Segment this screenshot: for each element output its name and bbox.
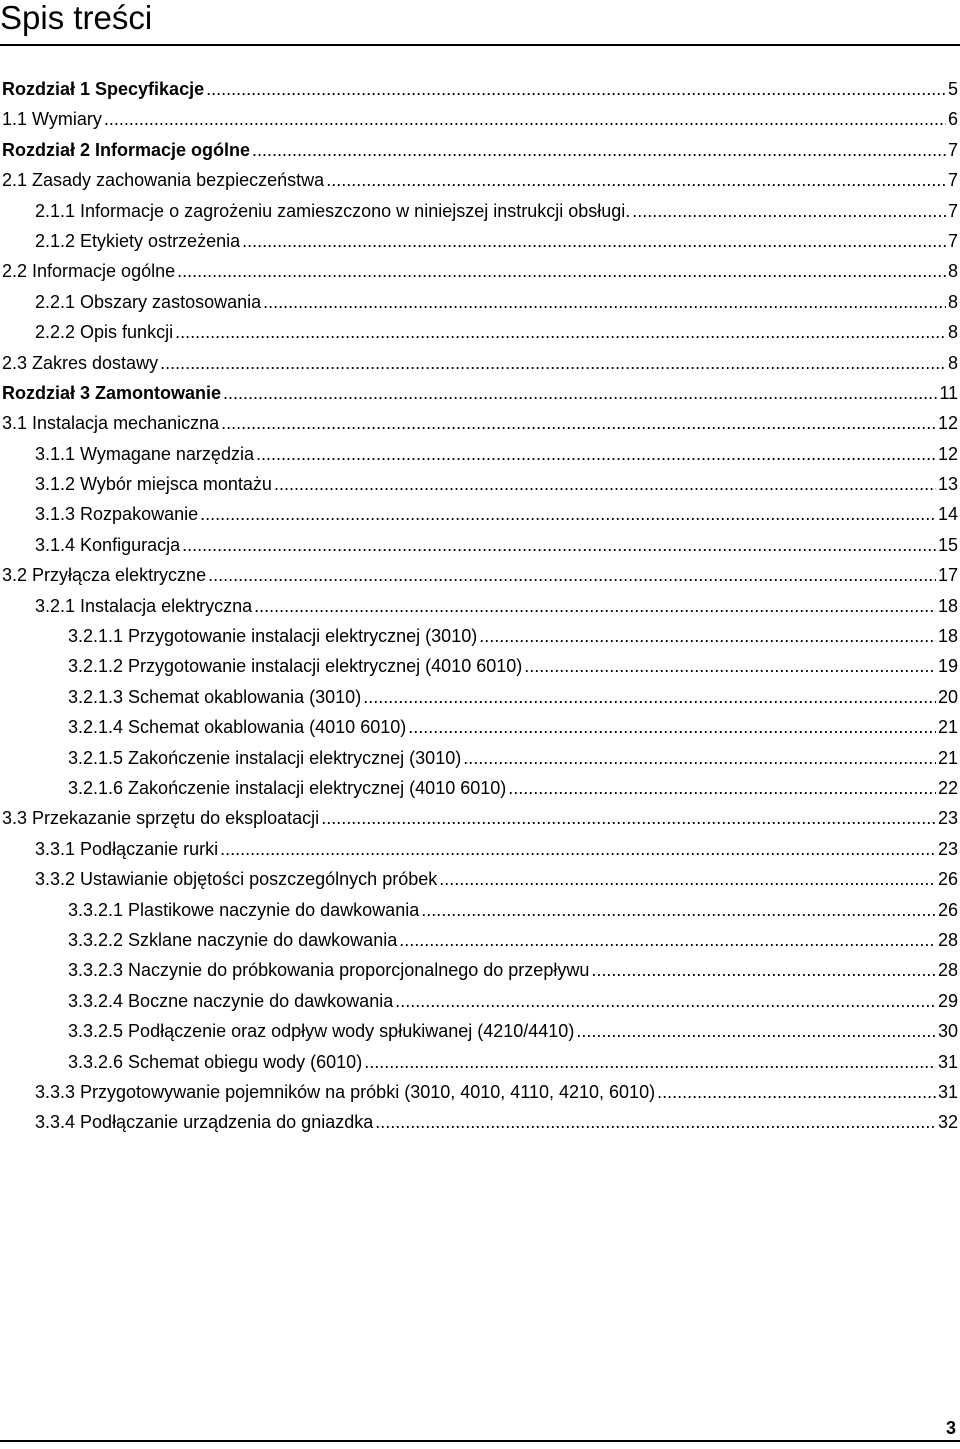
toc-entry-label: 3.3.2.4 Boczne naczynie do dawkowania bbox=[68, 990, 394, 1011]
toc-dot-leader bbox=[439, 864, 936, 894]
toc-entry-page: 8 bbox=[947, 291, 958, 312]
toc-entry[interactable] bbox=[0, 135, 958, 165]
toc-entry[interactable] bbox=[0, 74, 958, 104]
toc-entry-label: 3.3.2.5 Podłączenie oraz odpływ wody spłukiwanej (4210/4410) bbox=[68, 1021, 575, 1042]
toc-entry[interactable] bbox=[0, 196, 958, 226]
toc-entry-page: 18 bbox=[937, 595, 958, 616]
toc-entry-page: 28 bbox=[937, 929, 958, 950]
toc-dot-leader bbox=[175, 317, 946, 347]
toc-entry[interactable] bbox=[0, 986, 958, 1016]
toc-dot-leader bbox=[274, 469, 936, 499]
toc-entry-label: Rozdział 3 Zamontowanie bbox=[2, 382, 222, 403]
toc-dot-leader bbox=[524, 651, 936, 681]
toc-entry[interactable] bbox=[0, 499, 958, 529]
toc-entry[interactable] bbox=[0, 864, 958, 894]
toc-entry-label: 3.3.2 Ustawianie objętości poszczególnych próbek bbox=[35, 869, 438, 890]
toc-dot-leader bbox=[508, 773, 936, 803]
toc-entry-page: 31 bbox=[937, 1051, 958, 1072]
toc-dot-leader bbox=[321, 803, 936, 833]
toc-dot-leader bbox=[182, 530, 936, 560]
toc-entry-page: 8 bbox=[947, 261, 958, 282]
toc-entry-page: 15 bbox=[937, 534, 958, 555]
toc-dot-leader bbox=[177, 256, 946, 286]
toc-entry-label: 3.3.2.1 Plastikowe naczynie do dawkowania bbox=[68, 899, 420, 920]
toc-entry-page: 31 bbox=[937, 1081, 958, 1102]
toc-entry[interactable] bbox=[0, 560, 958, 590]
toc-entry-page: 19 bbox=[937, 656, 958, 677]
toc-entry-label: 3.1.2 Wybór miejsca montażu bbox=[35, 474, 272, 495]
toc-entry-page: 11 bbox=[939, 382, 958, 403]
toc-entry-label: 3.3.4 Podłączanie urządzenia do gniazdka bbox=[35, 1112, 374, 1133]
toc-entry[interactable] bbox=[0, 743, 958, 773]
toc-entry[interactable] bbox=[0, 226, 958, 256]
toc-entry[interactable] bbox=[0, 1016, 958, 1046]
table-of-contents bbox=[0, 74, 958, 1138]
toc-dot-leader bbox=[326, 165, 946, 195]
toc-entry-page: 12 bbox=[937, 413, 958, 434]
toc-entry-label: 3.3.1 Podłączanie rurki bbox=[35, 838, 219, 859]
toc-entry-label: 3.1.4 Konfiguracja bbox=[35, 534, 181, 555]
toc-entry-label: 3.2.1.6 Zakończenie instalacji elektrycznej (4010 6010) bbox=[68, 777, 507, 798]
toc-entry-page: 6 bbox=[947, 109, 958, 130]
toc-dot-leader bbox=[591, 955, 936, 985]
toc-dot-leader bbox=[576, 1016, 936, 1046]
footer-divider bbox=[0, 1440, 960, 1442]
toc-dot-leader bbox=[421, 895, 936, 925]
toc-entry[interactable] bbox=[0, 348, 958, 378]
toc-entry[interactable] bbox=[0, 1047, 958, 1077]
toc-entry-label: 1.1 Wymiary bbox=[2, 109, 102, 130]
toc-entry-label: 2.3 Zakres dostawy bbox=[2, 352, 159, 373]
toc-entry[interactable] bbox=[0, 287, 958, 317]
toc-dot-leader bbox=[408, 712, 936, 742]
toc-entry-label: 3.2.1.4 Schemat okablowania (4010 6010) bbox=[68, 717, 407, 738]
toc-dot-leader bbox=[632, 196, 946, 226]
toc-dot-leader bbox=[208, 560, 936, 590]
toc-dot-leader bbox=[206, 74, 946, 104]
toc-entry-page: 7 bbox=[947, 230, 958, 251]
toc-dot-leader bbox=[256, 439, 936, 469]
toc-entry-label: 3.2.1.3 Schemat okablowania (3010) bbox=[68, 686, 362, 707]
toc-dot-leader bbox=[375, 1107, 936, 1137]
toc-dot-leader bbox=[104, 104, 946, 134]
toc-entry[interactable] bbox=[0, 925, 958, 955]
toc-dot-leader bbox=[363, 682, 936, 712]
toc-entry-label: 3.3.3 Przygotowywanie pojemników na próbki (3010, 4010, 4110, 4210, 6010) bbox=[35, 1081, 656, 1102]
toc-entry-label: 3.3.2.3 Naczynie do próbkowania proporcjonalnego do przepływu bbox=[68, 960, 590, 981]
toc-entry-label: 3.2.1.5 Zakończenie instalacji elektrycznej (3010) bbox=[68, 747, 462, 768]
toc-entry[interactable] bbox=[0, 895, 958, 925]
toc-entry[interactable] bbox=[0, 408, 958, 438]
toc-entry-label: 3.2.1 Instalacja elektryczna bbox=[35, 595, 253, 616]
toc-entry[interactable] bbox=[0, 1077, 958, 1107]
toc-dot-leader bbox=[252, 135, 946, 165]
toc-entry-page: 23 bbox=[937, 838, 958, 859]
page-title: Spis treści bbox=[0, 0, 153, 36]
toc-entry[interactable] bbox=[0, 803, 958, 833]
toc-dot-leader bbox=[657, 1077, 936, 1107]
toc-entry[interactable] bbox=[0, 712, 958, 742]
toc-entry-page: 21 bbox=[937, 717, 958, 738]
toc-entry[interactable] bbox=[0, 439, 958, 469]
toc-dot-leader bbox=[463, 743, 936, 773]
toc-entry-label: 3.3.2.6 Schemat obiegu wody (6010) bbox=[68, 1051, 363, 1072]
toc-entry[interactable] bbox=[0, 773, 958, 803]
toc-entry-page: 17 bbox=[937, 565, 958, 586]
toc-entry-label: 2.1.1 Informacje o zagrożeniu zamieszczono w niniejszej instrukcji obsługi. bbox=[35, 200, 631, 221]
toc-entry-label: 2.2 Informacje ogólne bbox=[2, 261, 176, 282]
toc-dot-leader bbox=[242, 226, 946, 256]
toc-entry-page: 20 bbox=[937, 686, 958, 707]
toc-entry-page: 12 bbox=[937, 443, 958, 464]
toc-dot-leader bbox=[221, 408, 936, 438]
toc-entry-page: 18 bbox=[937, 626, 958, 647]
toc-entry-page: 14 bbox=[937, 504, 958, 525]
toc-entry[interactable] bbox=[0, 621, 958, 651]
toc-entry-page: 26 bbox=[937, 869, 958, 890]
toc-entry-page: 13 bbox=[937, 474, 958, 495]
toc-entry-page: 28 bbox=[937, 960, 958, 981]
toc-entry-label: 3.3.2.2 Szklane naczynie do dawkowania bbox=[68, 929, 398, 950]
toc-entry-label: 2.1.2 Etykiety ostrzeżenia bbox=[35, 230, 241, 251]
toc-entry-page: 29 bbox=[937, 990, 958, 1011]
toc-dot-leader bbox=[200, 499, 936, 529]
toc-entry-label: 3.2.1.2 Przygotowanie instalacji elektrycznej (4010 6010) bbox=[68, 656, 523, 677]
toc-entry[interactable] bbox=[0, 591, 958, 621]
toc-entry[interactable] bbox=[0, 378, 958, 408]
toc-entry[interactable] bbox=[0, 1107, 958, 1137]
toc-entry-page: 7 bbox=[947, 200, 958, 221]
toc-dot-leader bbox=[364, 1047, 936, 1077]
toc-entry-page: 7 bbox=[947, 139, 958, 160]
toc-dot-leader bbox=[263, 287, 946, 317]
toc-entry[interactable] bbox=[0, 469, 958, 499]
toc-entry-label: 2.2.1 Obszary zastosowania bbox=[35, 291, 262, 312]
toc-entry-page: 8 bbox=[947, 352, 958, 373]
toc-entry[interactable] bbox=[0, 651, 958, 681]
toc-dot-leader bbox=[223, 378, 937, 408]
toc-entry[interactable] bbox=[0, 165, 958, 195]
toc-dot-leader bbox=[399, 925, 936, 955]
toc-entry[interactable] bbox=[0, 682, 958, 712]
toc-entry[interactable] bbox=[0, 955, 958, 985]
toc-entry-page: 5 bbox=[947, 79, 958, 99]
toc-entry-page: 8 bbox=[947, 322, 958, 343]
toc-entry-page: 7 bbox=[947, 170, 958, 191]
toc-entry[interactable] bbox=[0, 104, 958, 134]
toc-entry-label: 3.2.1.1 Przygotowanie instalacji elektrycznej (3010) bbox=[68, 626, 478, 647]
toc-entry-label: 2.1 Zasady zachowania bezpieczeństwa bbox=[2, 170, 325, 191]
title-divider bbox=[0, 44, 960, 46]
toc-entry-label: 3.1 Instalacja mechaniczna bbox=[2, 413, 220, 434]
toc-entry-page: 21 bbox=[937, 747, 958, 768]
toc-entry-page: 32 bbox=[937, 1112, 958, 1133]
toc-entry-page: 30 bbox=[937, 1021, 958, 1042]
toc-dot-leader bbox=[479, 621, 936, 651]
toc-entry-label: Rozdział 2 Informacje ogólne bbox=[2, 139, 251, 160]
toc-entry[interactable] bbox=[0, 530, 958, 560]
toc-dot-leader bbox=[160, 348, 946, 378]
toc-entry-label: Rozdział 1 Specyfikacje bbox=[2, 79, 205, 99]
toc-entry-page: 22 bbox=[937, 777, 958, 798]
toc-entry[interactable] bbox=[0, 317, 958, 347]
toc-entry-label: 3.3 Przekazanie sprzętu do eksploatacji bbox=[2, 808, 320, 829]
toc-entry-label: 2.2.2 Opis funkcji bbox=[35, 322, 174, 343]
page-number: 3 bbox=[945, 1418, 956, 1438]
toc-entry[interactable] bbox=[0, 834, 958, 864]
toc-entry-page: 23 bbox=[937, 808, 958, 829]
toc-entry-label: 3.2 Przyłącza elektryczne bbox=[2, 565, 207, 586]
toc-entry[interactable] bbox=[0, 256, 958, 286]
toc-dot-leader bbox=[254, 591, 936, 621]
toc-entry-label: 3.1.3 Rozpakowanie bbox=[35, 504, 199, 525]
toc-entry-page: 26 bbox=[937, 899, 958, 920]
toc-dot-leader bbox=[395, 986, 936, 1016]
toc-entry-label: 3.1.1 Wymagane narzędzia bbox=[35, 443, 254, 464]
toc-dot-leader bbox=[220, 834, 936, 864]
